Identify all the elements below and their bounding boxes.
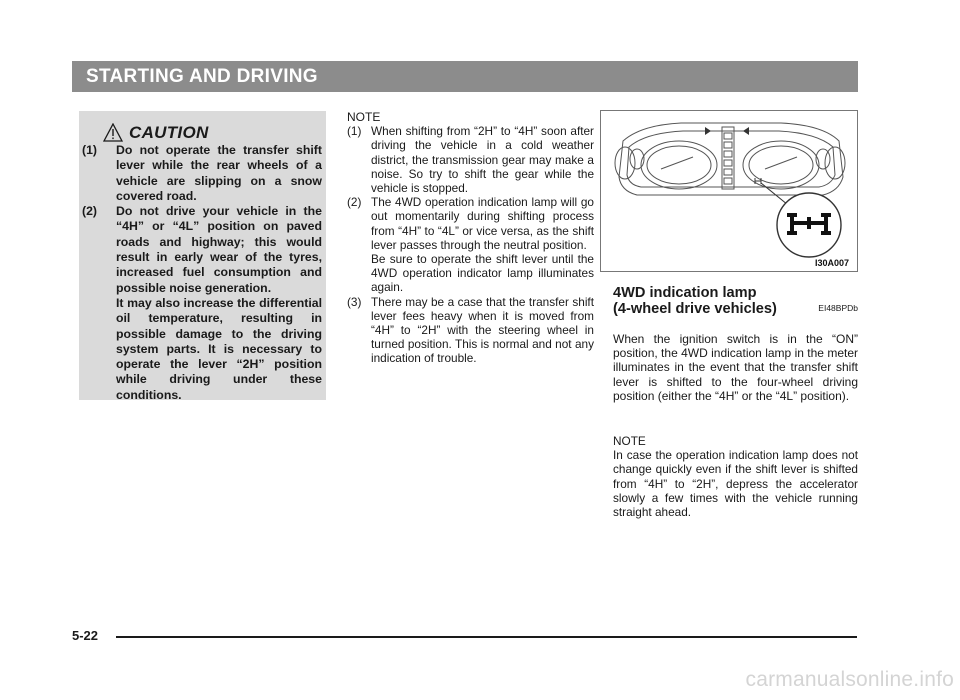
note-item-text: There may be a case that the transfer shift lever fees heavy when it is moved from “4H” to “2H” with the steering wheel in turned position. This is normal and not any indication of trouble. — [371, 294, 594, 366]
section-heading — [613, 286, 858, 317]
section-header-bar — [72, 61, 858, 92]
note-item-number: (2) — [347, 195, 362, 210]
warning-triangle-icon — [103, 123, 123, 143]
section-note-label: NOTE — [613, 434, 646, 448]
note-item — [347, 195, 594, 294]
watermark: carmanualsonline.info — [745, 668, 954, 691]
caution-item-number: (1) — [82, 143, 98, 157]
notes-column — [347, 110, 594, 366]
note-item-text: When shifting from “2H” to “4H” soon after driving the vehicle in a cold weather district, the transmission gear may make a noise. So try to shift the gear while the vehicle is stopped. — [371, 124, 594, 196]
caution-label: CAUTION — [129, 123, 209, 142]
section-heading-line1: 4WD indication lamp — [613, 285, 757, 301]
instrument-cluster-figure — [600, 110, 858, 272]
note-item-number: (1) — [347, 124, 362, 139]
note-item — [347, 295, 594, 366]
figure-code: I30A007 — [814, 258, 849, 268]
note-item — [347, 124, 594, 195]
caution-item-text: Do not operate the transfer shift lever while the rear wheels of a vehicle are slipping on a snow covered road. — [116, 143, 322, 203]
section-body-text: When the ignition switch is in the “ON” position, the 4WD indication lamp in the meter illuminates in the event that the transfer shift lever is shifted to the four-wheel driving position (either the “4H” or the “4L” position). — [613, 332, 858, 403]
note-item-number: (3) — [347, 294, 362, 309]
caution-box — [79, 111, 326, 400]
note-item-text: The 4WD operation indication lamp will go out momentarily during shifting process from “4H” to “4L” or vice versa, as the shift lever passes through the neutral position. Be sure to operate the shift lever until the 4WD operation indicator lamp illuminates again. — [371, 195, 594, 295]
section-note — [613, 434, 858, 519]
caution-item-number: (2) — [82, 204, 98, 219]
caution-list — [82, 143, 322, 403]
page-number: 5-22 — [72, 628, 99, 643]
note-label: NOTE — [347, 110, 381, 124]
section-reference-code: EI48BPDb — [818, 302, 858, 313]
caution-item — [82, 143, 322, 204]
instrument-cluster-illustration — [601, 111, 858, 272]
caution-heading — [103, 122, 209, 144]
caution-item — [82, 204, 322, 403]
footer-rule — [116, 636, 857, 638]
section-note-text: In case the operation indication lamp does not change quickly even if the shift lever is shifted from “4H” to “2H”, depress the accelerator slowly a few times with the vehicle running straight ahead. — [613, 448, 858, 520]
section-title: STARTING AND DRIVING — [86, 66, 318, 87]
caution-item-text: Do not drive your vehicle in the “4H” or “4L” position on paved roads and highway; this would result in early wear of the tyres, increased fuel consumption and possible noise generation. It may also increase the differential oil temperature, resulting in possible damage to the driving system parts. It is necessary to operate the lever “2H” position while driving under these conditions. — [116, 204, 322, 402]
section-heading-line2: (4-wheel drive vehicles) — [613, 300, 777, 317]
